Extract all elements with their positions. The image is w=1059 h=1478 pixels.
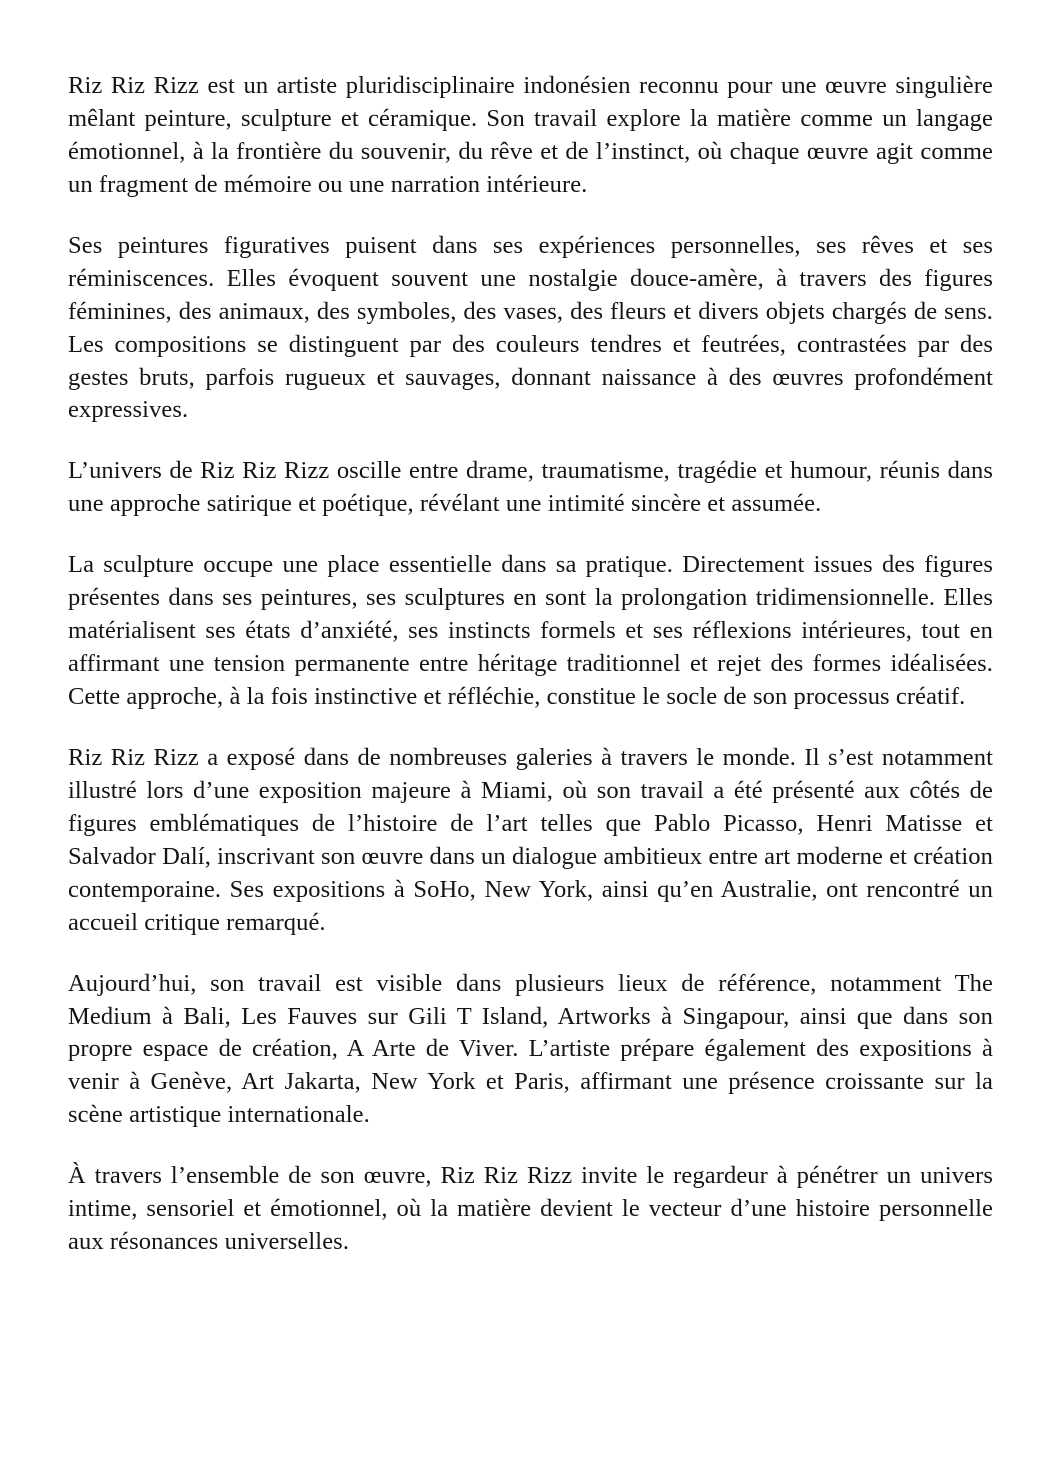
paragraph: À travers l’ensemble de son œuvre, Riz Riz Rizz invite le regardeur à pénétrer un univers intime, sensoriel et émotionnel, où la matière devient le vecteur d’une histoire personnelle aux résonances universelles. bbox=[68, 1162, 993, 1256]
paragraph: Riz Riz Rizz a exposé dans de nombreuses galeries à travers le monde. Il s’est notamment illustré lors d’une exposition majeure à Miami, où son travail a été présenté aux côtés de figures emblématiques de l’histoire de l’art telles que Pablo Picasso, Henri Matisse et Salvador Dalí, inscrivant son œuvre dans un dialogue ambitieux entre art moderne et création contemporaine. Ses expositions à SoHo, New York, ainsi qu’en Australie, ont rencontré un accueil critique remarqué. bbox=[68, 743, 993, 936]
paragraph: L’univers de Riz Riz Rizz oscille entre drame, traumatisme, tragédie et humour, réunis dans une approche satirique et poétique, révélant une intimité sincère et assumée. bbox=[68, 457, 993, 518]
paragraph: Aujourd’hui, son travail est visible dans plusieurs lieux de référence, notamment The Medium à Bali, Les Fauves sur Gili T Island, Artworks à Singapour, ainsi que dans son propre espace de création, A Arte de Viver. L’artiste prépare également des expositions à venir à Genève, Art Jakarta, New York et Paris, affirmant une présence croissante sur la scène artistique internationale. bbox=[68, 969, 993, 1129]
paragraph: Riz Riz Rizz est un artiste pluridisciplinaire indonésien reconnu pour une œuvre singulière mêlant peinture, sculpture et céramique. Son travail explore la matière comme un langage émotionnel, à la frontière du souvenir, du rêve et de l’instinct, où chaque œuvre agit comme un fragment de mémoire ou une narration intérieure. bbox=[68, 72, 993, 198]
document-text-body bbox=[68, 70, 993, 1259]
paragraph: La sculpture occupe une place essentielle dans sa pratique. Directement issues des figures présentes dans ses peintures, ses sculptures en sont la prolongation tridimensionnelle. Elles matérialisent ses états d’anxiété, ses instincts formels et ses réflexions intérieures, tout en affirmant une tension permanente entre héritage traditionnel et rejet des formes idéalisées. Cette approche, à la fois instinctive et réfléchie, constitue le socle de son processus créatif. bbox=[68, 551, 993, 710]
paragraph: Ses peintures figuratives puisent dans ses expériences personnelles, ses rêves et ses réminiscences. Elles évoquent souvent une nostalgie douce-amère, à travers des figures féminines, des animaux, des symboles, des vases, des fleurs et divers objets chargés de sens. Les compositions se distinguent par des couleurs tendres et feutrées, contrastées par des gestes bruts, parfois rugueux et sauvages, donnant naissance à des œuvres profondément expressives. bbox=[68, 231, 993, 424]
